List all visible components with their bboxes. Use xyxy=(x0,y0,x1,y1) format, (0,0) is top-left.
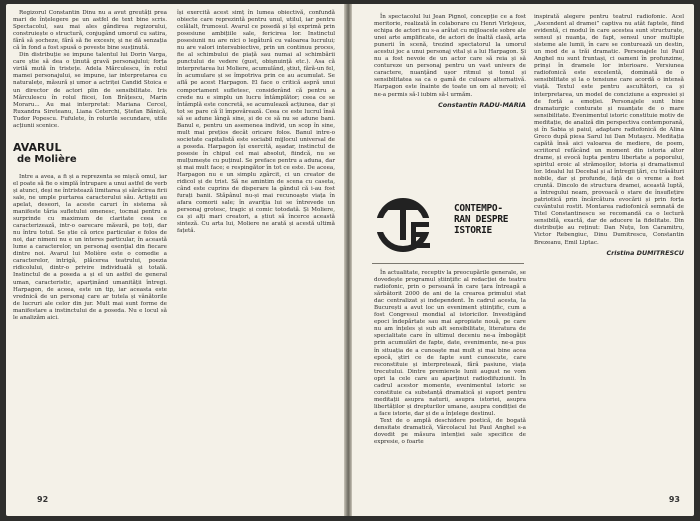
author-signature-2: Cristina DUMITRESCU xyxy=(606,248,684,257)
author-signature-1: Constantin RADU-MARIA xyxy=(438,100,526,109)
page-number-right: 93 xyxy=(668,495,680,504)
left-page xyxy=(6,4,344,516)
contemporan-logo-icon xyxy=(373,196,445,254)
review-paragraph: În spectacolul lui Jean Pignol, concepție ce a fost meritorie, realizată în colaborare cu Henri Virlojeux, echipa de actori nu s-a arătat cu mijloacele sobre ale unei arte amplificate, de actori de înaltă clasă, arta punerii în scenă, trezind spectatorul la umorul acestui joc a unui personaj vital și a lui Harpagon. Și nu a fost nevoie de un actor care să reia și să contureze un personaj pentru un vast univers de caractere, nuanțând ușor ritmul și tonul și sensibilitatea sa ca o gamă de culoare alternativă. Harpagon este înainte de toate un om al nevoii; el ne-a permis să-l iubim să-l urmăm. xyxy=(374,14,526,98)
history-article-tail: Text de o amplă deschidere poetică, de bogată densitate dramatică, Vârcolacul lui Paul Anghel s-a dovedit pe măsura intenției sale specifice de expresie, o foarte xyxy=(374,417,526,446)
history-article-body: În actualitate, receptiv la preocupările generale, se dovedește programul științific al redacției de teatru radiofonic, prin o persoană în care țara întreagă a sărbătorit 2000 de ani de la crearea primului stat dac centralizat și independent. În cadrul acesta, la București a avut loc un eveniment științific, cum a fost Congresul mondial al istoricilor. Investigând epoci îndepărtate sau mai apropiate nouă, pe care nu am înțeles și sub alt sensibilitate, literatura de specialitate care în ultimul deceniu ne-a îmbogățit prin acumulări de fapte, date, evenimente, ne-a pus în situația de a cunoaște mai mult și mai bine acea epocă, știri ce de fapte sunt cunoscute, care reconstituie și interpretează, fără pasiune, viața trecutului. Dintre premierele lunii august ne vom opri la cele care au aparținut radiodifuziunii. În cadrul acestor momente, evenimentul istoric se constituie ca substanță dramatică și suport pentru meditații asupra naturii, asupra istoriei, asupra libertăților și drepturilor umane, asupra condiției de a face istorie, dar și de a înțelege destinul. xyxy=(374,270,526,417)
history-article-continuation: inspirată alegere pentru teatrul radiofonic. Acel „Ascendent al dramei” captiva nu atât faptele, fiind evidentă, ci modul în care acestea sunt structurate, sensul și nuanța, de fapt, sensul unor multiple sisteme ale lumii, în care se conturează un destin, un mod de a trăi dramatic. Personajele lui Paul Anghel nu sunt fruntași, ci oameni în profunzime, prinși în dramele lor interioare. Versiunea radiofonică este excelentă, dominată de o sensibilitate și la o tensiune care acordă o intensă viață. Textul este pentru ascultători, ca și interpretarea, un model de conciziune a expresiei și de forță a emoției. Personajele sunt bine dramaturgic conturate și nuanțate de o mare sensibilitate. Evenimentul istoric constituie motiv de meditație, de analiză din perspectiva contemporană, și în Sabia și paiul, adaptare radiofonică de Alina Greco după piesa Sarul lui Dan Mutașcu. Meditația capătă însă aici valoarea de mediere, de poem, scriitorul refăcând un moment din istoria altor drame, și evocă lupta pentru libertate a poporului, spiritul eroic al strămoșilor, istoria și dramatismul lor. Idealul lui Decebal și al întregii țări, cu trăsături nobile, dar și profunde, față de o vreme a fost cruntă. Dincolo de structura dramei, această luptă, a întregului neam, provoacă o stare de însuflețire patriotică prin încărcătura evocării și prin forța cuvântului rostit. Montarea radiofonică semnată de Titel Constantinescu se recomandă ca o lectură sensibilă, exactă, dar de aducere la fidelitate. Din distribuție au reținut: Dan Nuțu, Ion Caramitru, Victor Rebengiuc, Dinu Dumitrescu, Constantin Brezeanu, Emil Liptac. xyxy=(534,14,684,246)
right-column-1-lower xyxy=(374,270,526,446)
section-title: CONTEMPO- RAN DESPRE ISTORIE xyxy=(454,203,509,236)
left-column-2 xyxy=(177,10,335,236)
article-body-column-2: își exercită acest simț în lumea obiectivă, confundă obiecte care reprezintă pentru unul, utilul, iar pentru celălalt, frumosul. Avarul ce posedă și își exprimă prin posesiune ambițiile sale, fericirea lor. Instinctul posesiunii nu are nici o legătură cu valoarea lucrului; nu are valori intersubiective, prin un continuu proces, fie al schimbului de piață sau numai al schimbării punctului de vedere (gust, obișnuință etc.). Asa că interpretarea lui Moliere, acumulând, știut, fără-un fel, în acumulare și se împotriva prin ce au acumulat. Se află pe acest Harpagon. El face o critică aspră unui comportament sufletesc, considerând că pentru a crede nu e simplu un lucru întâmplător; ceea ce se întâmplă este concretă, se acumulează acțiunea, dar și tot se pare că îl împovărează. Ceea ce este lucrul însă să se adune lângă sine, și de ce să nu se adune bani. Banul e, pentru un asemenea individ, un scop în sine, mult mai prețios decât oricare folos. Banul intre-o societate capitalistă este sociabil mijlocul universal de a poseda. Harpagon își exercită, așadar, instinctul de posesie în chipul cel mai absolut, fiindcă, nu se mulțumește cu puținul. Se preface pentru a aduna, dar și mai mult face; e respingător în tot ce este. De aceea, Harpagon nu e un simplu zgârcit, ci un creator de ridicol și de trist. Să ne amintim de scena cu caseta, când este cuprins de disperare la gândul că i-au fost furați banii. Stăpânul nu-și mai recunoaște viața în afara comorii sale; în avariția lui se întrevede un personaj grotesc, tragic și comic totodată. Și Moliere, ca și alți mari creatori, a știut să încerce această sinteză. Cu arta lui, Moliere ne arată și acestă ultimă fațetă. xyxy=(177,10,335,235)
right-column-2 xyxy=(534,14,684,257)
intro-paragraph: Regizorul Constantin Dinu nu a avut greutăți prea mari de înțelegere pe un astfel de text bine scris. Spectacolul, sau mai ales gândirea regizorului, construiește o structură, conjugând umorul cu satira, fără să șocheze, fără să fie excesiv, și ne dă senzația că în fond a fost spusă o poveste bine susținută. xyxy=(13,10,167,52)
left-column-1 xyxy=(13,10,167,322)
article-title: AVARUL xyxy=(13,140,62,154)
book-gutter xyxy=(344,4,352,516)
section-divider xyxy=(372,263,524,264)
page-number-left: 92 xyxy=(37,495,49,504)
cast-paragraph: Din distribuție se impune talentul lui Dorin Varga, care știe să dea o ținută gravă personajului; forța virilă mută în tristețe. Adela Mărculescu, în rolul mamei personajului, se impune, iar interpretarea cu naturalețe, măsură și umor a actriței Candid Stoica e un director de actori plin de sensibilitate. Iris Mărculescu în rolul fiicei, Ion Brățescu, Marin Moraru... Au mai interpretat: Mariana Cercel, Ruxandra Sireteanu, Liana Ceterchi, Ștefan Bănică, Tudor Popescu. Fufulete, în rolurile secundare, utile acțiunii scenice. xyxy=(13,52,167,129)
article-body-column-1: Intre a avea, a fi și a reprezenta se mișcă omul, iar el poate să fie o simplă întrupare a unui astfel de verb și atunci, deși ne întristează limitarea și sărăcirea firii sale, ne umple purtarea caracterului său. Artiștii au apelat, deseori, la aceste caruri în sistema să manifeste tăria sufletului omenesc, tocmai pentru a surprinde cu maximum de claritate ceea ce caracterizează, intr-o oarecare măsură, pe toți, dar nu întru totul. Se știe că orice particular e folos de noi, dar nimeni nu e un interes particular, în această lume a caracterelor, un personaj esențial din fiecare dintre noi. Avarul lui Molière este o comedie a caracterelor, intrigă, plăcerea teatrului, poezia ridicolului, dintr-o privire individuală și totală. Instinctul de a poseda a și el un astfel de general uman, caracteristic, aparținând umanității întregi. Harpagon, de aceea, este un tip, iar aceasta este vrednică de un personaj care ar tutela și vânătorile de lucruri ale celor din jur. Mult mai sunt forme de manifestare a instinctului de a poseda. Nu e locul să le analizăm aici. xyxy=(13,173,167,321)
right-column-1 xyxy=(374,14,526,109)
article-subtitle: de Molière xyxy=(17,153,77,165)
right-page xyxy=(352,4,694,516)
